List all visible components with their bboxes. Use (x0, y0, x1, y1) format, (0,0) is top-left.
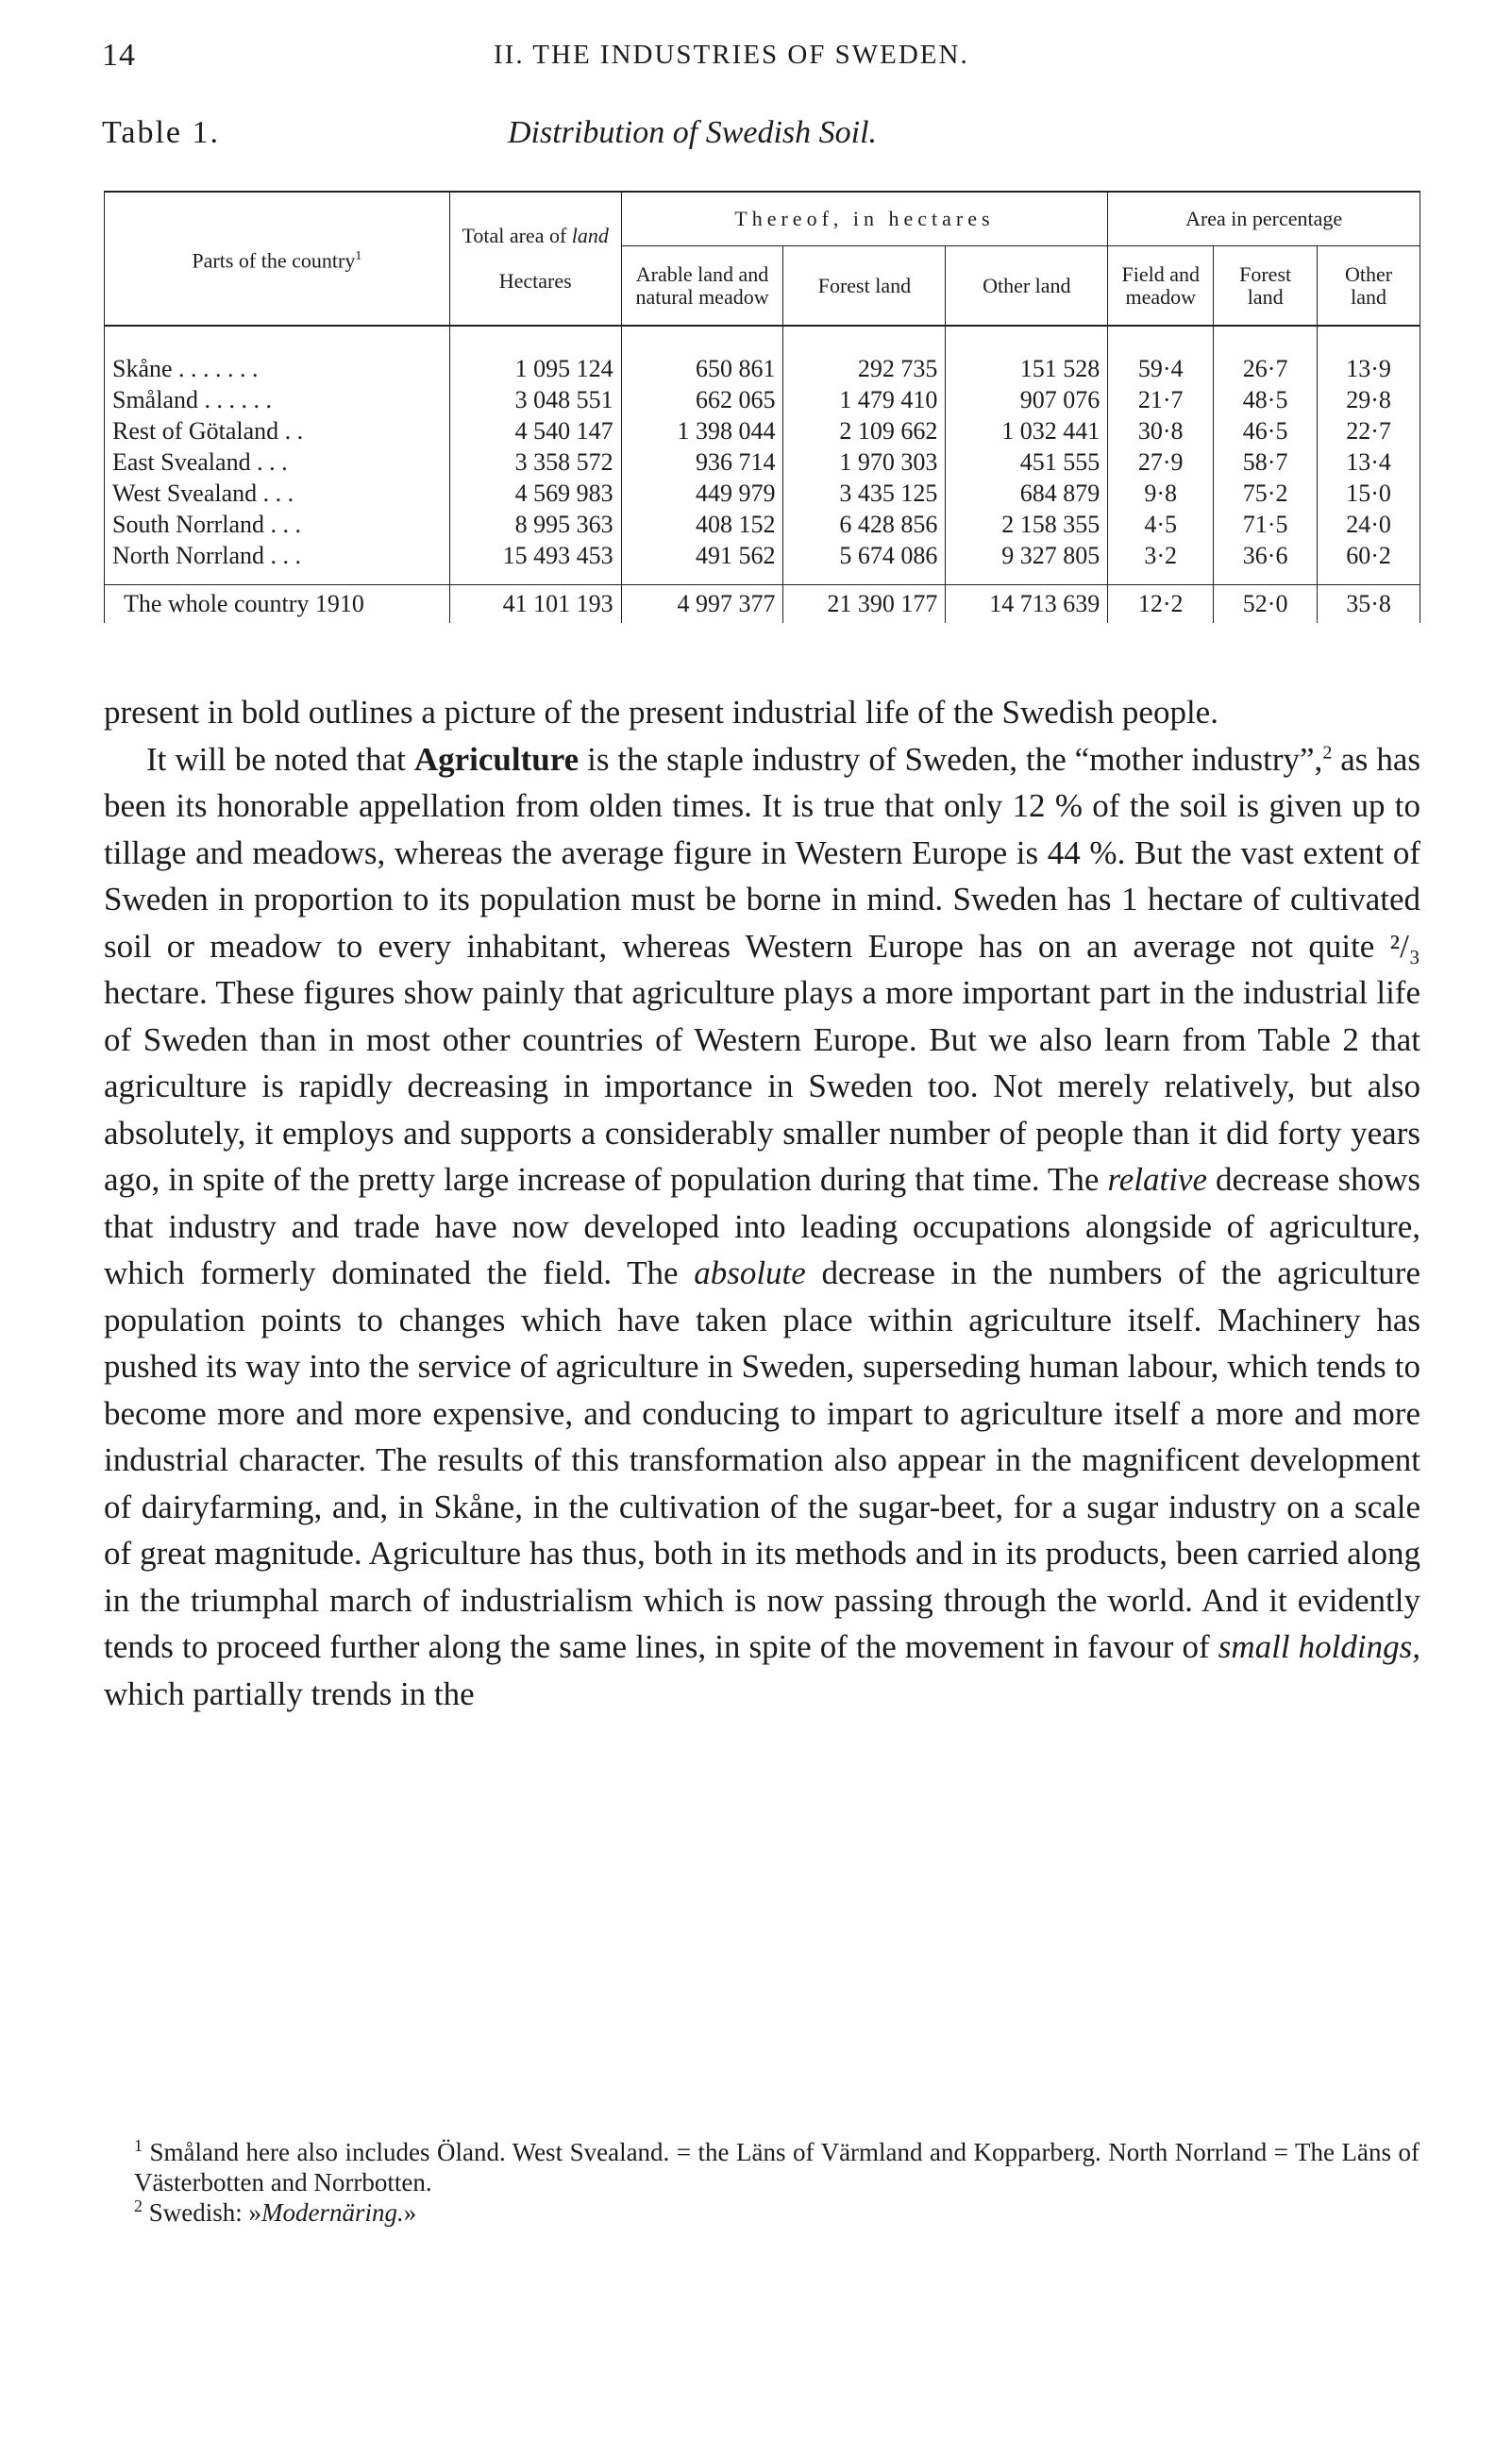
running-title: II. THE INDUSTRIES OF SWEDEN. (494, 40, 969, 70)
table-total-row: The whole country 1910 41 101 193 4 997 377 21 390 177 14 713 639 12·2 52·0 35·8 (105, 585, 1420, 624)
table-row: West Svealand . . . 4 569 983 449 979 3 435 125 684 879 9·8 75·2 15·0 (105, 478, 1420, 509)
table-row: Småland . . . . . . 3 048 551 662 065 1 479 410 907 076 21·7 48·5 29·8 (105, 384, 1420, 415)
header-forest-pct: Forest land (1214, 246, 1318, 327)
header-field-pct: Field and meadow (1108, 246, 1214, 327)
header-thereof: Thereof, in hectares (621, 192, 1108, 246)
footnote-2: $^2$ Swedish: »Modernäring.» (134, 2196, 417, 2227)
header-arable: Arable land and natural meadow (621, 246, 783, 327)
table-row: Rest of Götaland . . 4 540 147 1 398 044 2 109 662 1 032 441 30·8 46·5 22·7 (105, 415, 1420, 446)
header-other-pct: Other land (1318, 246, 1420, 327)
table-label: Table 1. (102, 115, 221, 150)
table-title: Distribution of Swedish Soil. (508, 115, 878, 150)
page-number: 14 (102, 38, 136, 73)
table-row: North Norrland . . . 15 493 453 491 562 5 674 086 9 327 805 3·2 36·6 60·2 (105, 540, 1420, 571)
footnote-rule (102, 2128, 1419, 2129)
paragraph-agriculture: It will be noted that Agriculture is the staple industry of Sweden, the “mother industry”,$^2$ as has been its honorable appellation from olden times. It is true that only 12 % of the soil is given up to tillage and meadows, whereas the average figure in Western Europe is 44 %. But the vast extent of Sweden in proportion to its population must be borne in mind. Sweden has 1 hectare of cultivated soil or meadow to every inhabitant, whereas Western Europe has on an average not quite ²/₃ hectare. These figures show painly that agriculture plays a more important part in the industrial life of Sweden than in most other countries of Western Europe. But we also learn from Table 2 that agriculture is rapidly decreasing in importance in Sweden too. Not merely relatively, but also absolutely, it employs and supports a considerably smaller number of people than it did forty years ago, in spite of the pretty large increase of population during that time. The relative decrease shows that industry and trade have now developed into leading occupations alongside of agriculture, which formerly dominated the field. The absolute decrease in the numbers of the agriculture population points to changes which have taken place within agriculture itself. Machinery has pushed its way into the service of agriculture in Sweden, superseding human labour, which tends to become more and more expensive, and conducing to impart to agriculture itself a more and more industrial character. The results of this transformation also appear in the magnificent development of dairyfarming, and, in Skåne, in the cultivation of the sugar-beet, for a sugar industry on a scale of great magnitude. Agriculture has thus, both in its methods and in its products, been carried along in the triumphal march of industrialism which is now passing through the world. And it evidently tends to proceed further along the same lines, in spite of the movement in favour of small holdings, which partially trends in the (104, 740, 1421, 1712)
paragraph-continuation: present in bold outlines a picture of the present industrial life of the Swedish people. (104, 694, 1218, 731)
header-parts: Parts of the country$^1$ (105, 192, 450, 326)
table-row: South Norrland . . . 8 995 363 408 152 6 428 856 2 158 355 4·5 71·5 24·0 (105, 509, 1420, 540)
table-spacer (105, 326, 1420, 353)
fraction-two-thirds: ²/₃ (1389, 927, 1420, 965)
table-heading (102, 115, 1423, 162)
table-row: Skåne . . . . . . . 1 095 124 650 861 292 735 151 528 59·4 26·7 13·9 (105, 353, 1420, 384)
header-row-1 (105, 192, 1420, 246)
running-head (102, 38, 1423, 85)
header-other: Other land (946, 246, 1108, 327)
table-row: East Svealand . . . 3 358 572 936 714 1 970 303 451 555 27·9 58·7 13·4 (105, 446, 1420, 478)
soil-table-container (104, 191, 1420, 623)
soil-distribution-table (104, 191, 1420, 623)
table-spacer (105, 571, 1420, 585)
header-area-percentage: Area in percentage (1108, 192, 1420, 246)
footnotes (98, 2137, 1420, 2228)
footnote-1: $^1$ Småland here also includes Öland. West Svealand. = the Läns of Värmland and Kopparberg. North Norrland = The Läns of Västerbotten and Norrbotten. (134, 2136, 1420, 2196)
footnote-ref-2: 2 (1322, 741, 1333, 763)
header-forest: Forest land (783, 246, 946, 327)
header-total-area: Total area of land Hectares (449, 192, 621, 326)
body-text (104, 689, 1420, 1717)
